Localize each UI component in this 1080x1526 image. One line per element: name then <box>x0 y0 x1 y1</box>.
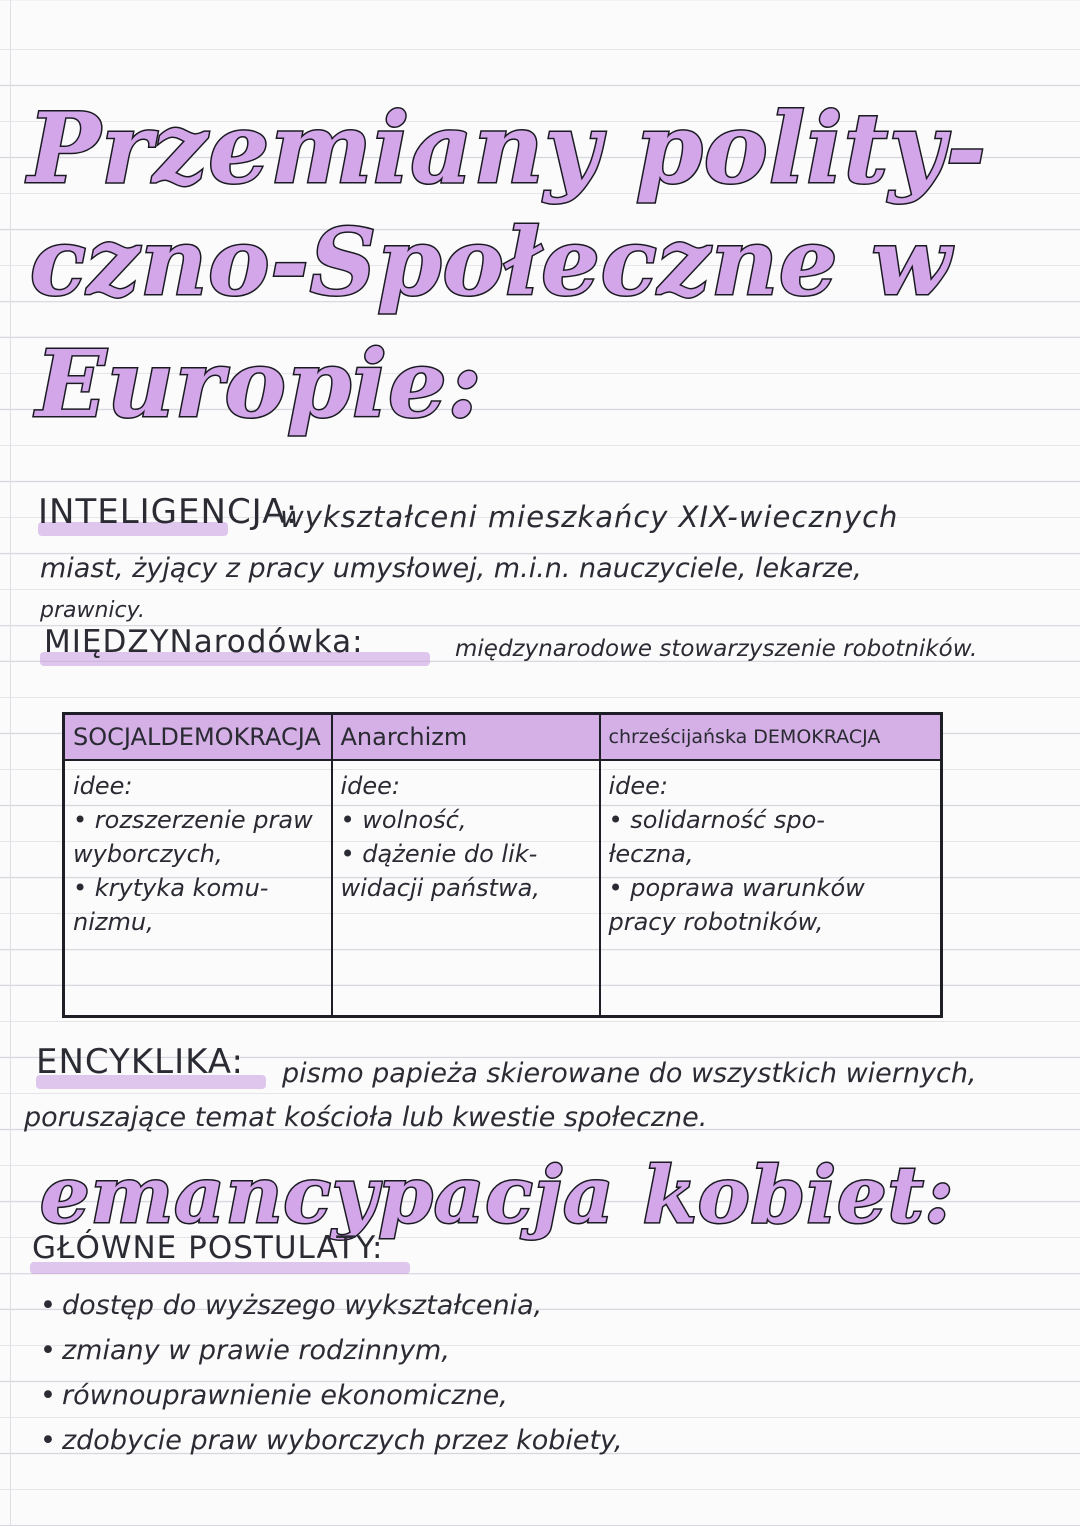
table-header-socjaldemokracja: SOCJALDEMOKRACJA <box>64 714 332 761</box>
ideologies-table <box>62 712 943 1018</box>
table-cell-anarchizm <box>332 760 600 1017</box>
table-header-anarchizm: Anarchizm <box>332 714 600 761</box>
definition-inteligencja-line-2: miast, żyjący z pracy umysłowej, m.i.n. nauczyciele, lekarze, <box>40 553 862 584</box>
cell-line: idee: <box>73 772 133 800</box>
cell-line: wyborczych, <box>73 840 223 868</box>
list-item <box>40 1380 623 1425</box>
postulaty-list <box>40 1290 623 1470</box>
cell-line: • krytyka komu- <box>73 874 269 902</box>
cell-line: pracy robotników, <box>608 908 824 936</box>
cell-line: widacji państwa, <box>340 874 540 902</box>
subtitle-postulaty: GŁÓWNE POSTULATY: <box>32 1230 384 1266</box>
cell-line: nizmu, <box>73 908 154 936</box>
list-item-text: zdobycie praw wyborczych przez kobiety, <box>62 1425 623 1456</box>
list-item-text: zmiany w prawie rodzinnym, <box>62 1335 450 1366</box>
bullet-icon: • <box>40 1290 56 1321</box>
term-encyklika: ENCYKLIKA: <box>36 1042 244 1082</box>
definition-inteligencja-line-3: prawnicy. <box>40 598 145 623</box>
bullet-icon: • <box>40 1335 56 1366</box>
bullet-icon: • <box>40 1425 56 1456</box>
table-header-row <box>64 714 942 761</box>
section-title-emancypacja: emancypacja kobiet: <box>40 1150 955 1241</box>
cell-line: idee: <box>340 772 401 800</box>
list-item-text: równouprawnienie ekonomiczne, <box>62 1380 508 1411</box>
list-item-text: dostęp do wyższego wykształcenia, <box>62 1290 543 1321</box>
definition-miedzynarodowka: międzynarodowe stowarzyszenie robotników. <box>455 636 978 662</box>
cell-line: • rozszerzenie praw <box>73 806 313 834</box>
cell-line: łeczna, <box>608 840 694 868</box>
table-header-chrzescijanska-demokracja: chrześcijańska DEMOKRACJA <box>600 714 942 761</box>
list-item <box>40 1335 623 1380</box>
bullet-icon: • <box>40 1380 56 1411</box>
definition-inteligencja-line-1: wykształceni mieszkańcy XIX-wiecznych <box>280 500 899 534</box>
cell-line: idee: <box>608 772 669 800</box>
cell-line: • solidarność spo- <box>608 806 825 834</box>
table-body-row <box>64 760 942 1017</box>
main-title-line-1: Przemiany polity- <box>28 92 987 205</box>
definition-encyklika-line-1: pismo papieża skierowane do wszystkich wiernych, <box>282 1058 977 1089</box>
table-cell-socjaldemokracja <box>64 760 332 1017</box>
list-item <box>40 1290 623 1335</box>
term-inteligencja: INTELIGENCJA: <box>38 492 299 532</box>
table-cell-chrzescijanska-demokracja <box>600 760 942 1017</box>
cell-line: • poprawa warunków <box>608 874 865 902</box>
main-title-line-2: czno-Społeczne w <box>30 208 952 316</box>
page-edge <box>10 0 11 1526</box>
term-miedzynarodowka: MIĘDZYNarodówka: <box>44 624 364 660</box>
main-title-line-3: Europie: <box>36 330 483 438</box>
list-item <box>40 1425 623 1470</box>
cell-line: • dążenie do lik- <box>340 840 538 868</box>
definition-encyklika-line-2: poruszające temat kościoła lub kwestie społeczne. <box>24 1102 708 1133</box>
cell-line: • wolność, <box>340 806 467 834</box>
